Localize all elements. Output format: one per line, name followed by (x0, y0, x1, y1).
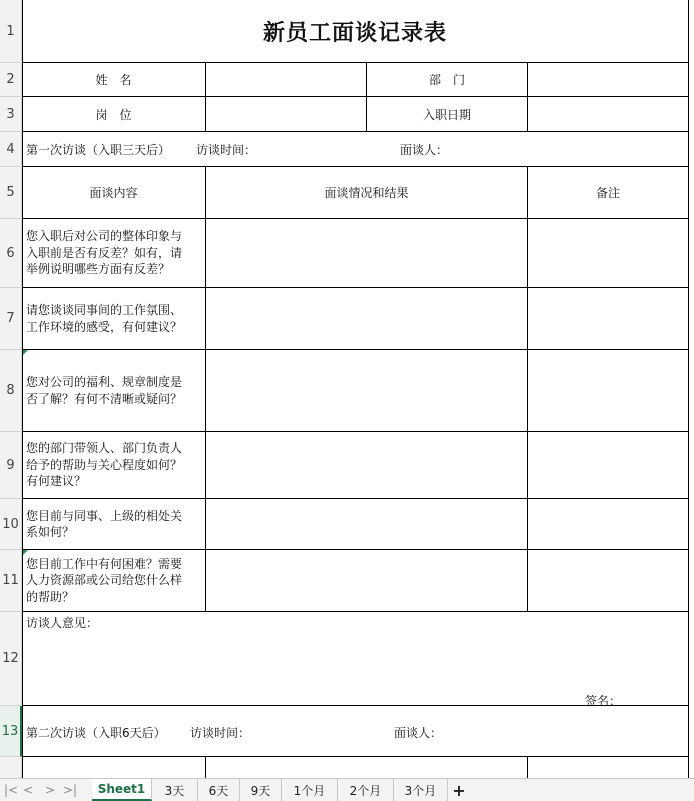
first-interview-interviewer-label: 面谈人： (400, 143, 449, 157)
result-cell[interactable] (206, 432, 528, 499)
second-interview-heading: 第二次访谈（入职6天后） (26, 726, 166, 740)
first-interview-row[interactable] (22, 132, 689, 167)
position-label[interactable]: 岗 位 (22, 97, 206, 132)
row-header-7[interactable]: 7 (0, 288, 22, 350)
second-interview-time-label: 访谈时间： (190, 726, 251, 740)
second-interview-row[interactable] (22, 706, 689, 757)
next-row-cell[interactable] (528, 757, 689, 778)
position-value-cell[interactable] (206, 97, 367, 132)
remark-cell[interactable] (528, 499, 689, 550)
column-header-content[interactable]: 面谈内容 (22, 167, 206, 219)
hire-date-label[interactable]: 入职日期 (367, 97, 528, 132)
row-header-14[interactable] (0, 757, 22, 778)
name-value-cell[interactable] (206, 63, 367, 97)
department-value-cell[interactable] (528, 63, 689, 97)
remark-cell[interactable] (528, 550, 689, 612)
tab-9-days[interactable]: 9天 (240, 779, 282, 801)
result-cell[interactable] (206, 550, 528, 612)
tab-3-months[interactable]: 3个月 (394, 779, 448, 801)
question-cell[interactable]: 您目前工作中有何困难？需要 人力资源部或公司给您什么样 的帮助？ (22, 550, 206, 612)
question-cell[interactable]: 您对公司的福利、规章制度是 否了解？有何不清晰或疑问？ (22, 350, 206, 432)
sheet-tab-bar (0, 778, 694, 801)
column-header-result[interactable]: 面谈情况和结果 (206, 167, 528, 219)
row-header-6[interactable]: 6 (0, 219, 22, 288)
opinion-label: 访谈人意见： (26, 616, 99, 630)
next-row-cell[interactable] (22, 757, 206, 778)
second-interview-interviewer-label: 面谈人： (394, 726, 443, 740)
row-header-2[interactable]: 2 (0, 63, 22, 97)
row-header-13[interactable]: 13 (0, 706, 22, 757)
last-sheet-icon[interactable]: >| (62, 783, 78, 797)
tab-sheet1[interactable]: Sheet1 (92, 779, 152, 801)
interviewer-opinion-cell[interactable] (22, 612, 689, 706)
hire-date-value-cell[interactable] (528, 97, 689, 132)
department-label[interactable]: 部 门 (367, 63, 528, 97)
tab-6-days[interactable]: 6天 (198, 779, 240, 801)
question-cell[interactable]: 您入职后对公司的整体印象与 入职前是否有反差？如有，请 举例说明哪些方面有反差？ (22, 219, 206, 288)
remark-cell[interactable] (528, 219, 689, 288)
remark-cell[interactable] (528, 432, 689, 499)
result-cell[interactable] (206, 288, 528, 350)
row-header-11[interactable]: 11 (0, 550, 22, 612)
sheet-title[interactable]: 新员工面谈记录表 (22, 0, 689, 63)
prev-sheet-icon[interactable]: < (22, 783, 34, 797)
comment-marker (23, 350, 28, 355)
tab-1-month[interactable]: 1个月 (282, 779, 338, 801)
first-interview-time-label: 访谈时间： (196, 143, 257, 157)
row-header-4[interactable]: 4 (0, 132, 22, 167)
result-cell[interactable] (206, 499, 528, 550)
tab-3-days[interactable]: 3天 (152, 779, 198, 801)
signature-label: 签名： (585, 694, 622, 706)
column-header-remark[interactable]: 备注 (528, 167, 689, 219)
question-cell[interactable]: 您的部门带领人、部门负责人 给予的帮助与关心程度如何？ 有何建议？ (22, 432, 206, 499)
result-cell[interactable] (206, 350, 528, 432)
remark-cell[interactable] (528, 350, 689, 432)
row-header-3[interactable]: 3 (0, 97, 22, 132)
first-interview-heading: 第一次访谈（入职三天后） (26, 143, 171, 157)
next-sheet-icon[interactable]: > (44, 783, 56, 797)
result-cell[interactable] (206, 219, 528, 288)
row-header-1[interactable]: 1 (0, 0, 22, 63)
row-header-10[interactable]: 10 (0, 499, 22, 550)
table-left-border (22, 0, 23, 778)
row-header-8[interactable]: 8 (0, 350, 22, 432)
add-sheet-button[interactable]: + (452, 780, 466, 800)
first-sheet-icon[interactable]: |< (3, 783, 19, 797)
question-cell[interactable]: 请您谈谈同事间的工作氛围、 工作环境的感受，有何建议？ (22, 288, 206, 350)
row-header-12[interactable]: 12 (0, 612, 22, 706)
name-label[interactable]: 姓 名 (22, 63, 206, 97)
row-header-5[interactable]: 5 (0, 167, 22, 219)
tab-2-months[interactable]: 2个月 (338, 779, 394, 801)
comment-marker (23, 550, 28, 555)
question-cell[interactable]: 您目前与同事、上级的相处关 系如何？ (22, 499, 206, 550)
next-row-cell[interactable] (206, 757, 528, 778)
remark-cell[interactable] (528, 288, 689, 350)
row-header-9[interactable]: 9 (0, 432, 22, 499)
